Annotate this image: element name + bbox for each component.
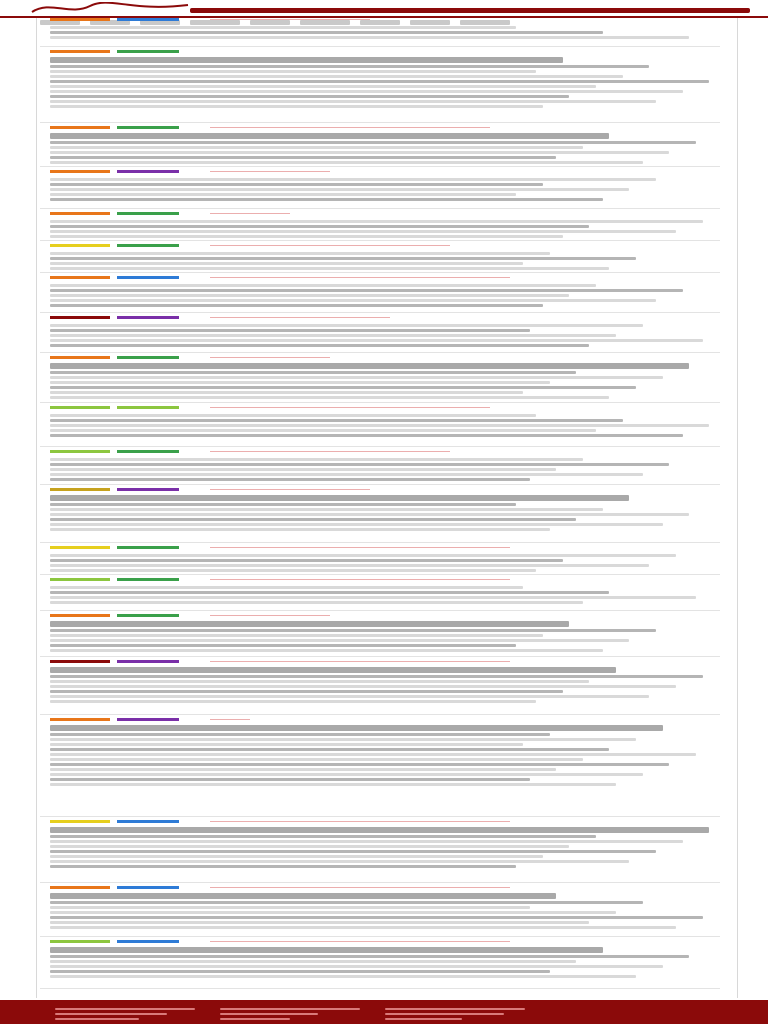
text-line	[50, 763, 669, 766]
text-line	[50, 901, 643, 904]
text-line	[50, 329, 530, 332]
entry-text-block	[50, 552, 716, 574]
entry-divider	[210, 451, 450, 452]
text-line	[50, 965, 663, 968]
list-item[interactable]	[40, 212, 730, 242]
list-item[interactable]	[40, 316, 730, 354]
text-line	[50, 855, 543, 858]
text-line	[50, 921, 589, 924]
list-item[interactable]	[40, 940, 730, 990]
entry-separator	[40, 882, 720, 883]
category-tag[interactable]	[50, 50, 110, 53]
entry-separator	[40, 446, 720, 447]
text-line	[50, 513, 689, 516]
entry-separator	[40, 542, 720, 543]
text-line	[50, 193, 516, 196]
category-tag[interactable]	[117, 18, 179, 21]
entry-divider	[210, 887, 510, 888]
text-line	[50, 778, 530, 781]
text-line	[50, 773, 643, 776]
text-line	[50, 65, 649, 68]
text-line	[50, 429, 596, 432]
text-line	[50, 738, 636, 741]
text-line	[50, 100, 656, 103]
list-item[interactable]	[40, 450, 730, 486]
entry-divider	[210, 489, 370, 490]
text-line	[50, 840, 683, 843]
text-line	[50, 850, 656, 853]
list-item[interactable]	[40, 578, 730, 612]
text-line	[50, 26, 516, 29]
entry-divider	[210, 615, 330, 616]
category-tag[interactable]	[117, 244, 179, 247]
text-line	[50, 758, 583, 761]
text-line	[50, 639, 629, 642]
text-line	[50, 955, 689, 958]
text-line	[50, 262, 523, 265]
list-item[interactable]	[40, 406, 730, 448]
text-line	[50, 371, 576, 374]
entry-text-block	[50, 584, 716, 606]
entry-divider	[210, 357, 330, 358]
text-line	[50, 743, 523, 746]
text-line	[50, 753, 696, 756]
text-line	[50, 473, 643, 476]
text-line	[50, 344, 589, 347]
text-line	[50, 188, 629, 191]
text-line	[50, 161, 643, 164]
text-line	[50, 257, 636, 260]
text-line	[50, 478, 530, 481]
list-item[interactable]	[40, 126, 730, 168]
text-line	[50, 685, 676, 688]
text-line	[50, 324, 643, 327]
text-line	[50, 644, 516, 647]
entry-text-block	[50, 456, 716, 483]
text-line	[50, 468, 556, 471]
entry-separator	[40, 352, 720, 353]
category-tag[interactable]	[50, 718, 110, 721]
text-line	[50, 289, 683, 292]
entry-divider	[210, 821, 510, 822]
entry-divider	[210, 719, 250, 720]
text-line	[50, 621, 569, 627]
text-line	[50, 363, 689, 369]
list-item[interactable]	[40, 614, 730, 658]
entry-text-block	[50, 250, 716, 272]
text-line	[50, 70, 536, 73]
category-tag[interactable]	[117, 356, 179, 359]
category-tag[interactable]	[117, 546, 179, 549]
text-line	[50, 528, 550, 531]
text-line	[50, 601, 583, 604]
text-line	[50, 220, 703, 223]
entry-separator	[40, 312, 720, 313]
category-tag[interactable]	[117, 50, 179, 53]
list-item[interactable]	[40, 718, 730, 818]
category-tag[interactable]	[117, 820, 179, 823]
category-tag[interactable]	[117, 450, 179, 453]
text-line	[50, 57, 563, 63]
text-line	[50, 783, 616, 786]
entry-text-block	[50, 56, 716, 110]
text-line	[50, 906, 530, 909]
text-line	[50, 827, 709, 833]
text-line	[50, 523, 663, 526]
text-line	[50, 267, 609, 270]
text-line	[50, 725, 663, 731]
text-line	[50, 586, 523, 589]
text-line	[50, 146, 583, 149]
text-line	[50, 419, 623, 422]
entry-text-block	[50, 826, 716, 870]
entry-text-block	[50, 724, 716, 788]
text-line	[50, 960, 576, 963]
text-line	[50, 235, 563, 238]
text-line	[50, 31, 603, 34]
text-line	[50, 225, 589, 228]
text-line	[50, 252, 550, 255]
text-line	[50, 414, 536, 417]
category-tag[interactable]	[50, 488, 110, 491]
text-line	[50, 508, 603, 511]
entry-text-block	[50, 946, 716, 980]
entry-text-block	[50, 322, 716, 349]
category-tag[interactable]	[50, 614, 110, 617]
text-line	[50, 95, 569, 98]
category-tag[interactable]	[117, 126, 179, 129]
text-line	[50, 845, 569, 848]
category-tag[interactable]	[117, 276, 179, 279]
entry-divider	[210, 127, 490, 128]
entry-list	[40, 0, 730, 1000]
category-tag[interactable]	[117, 614, 179, 617]
text-line	[50, 835, 596, 838]
entry-text-block	[50, 412, 716, 439]
entry-separator	[40, 610, 720, 611]
text-line	[50, 463, 669, 466]
entry-divider	[210, 661, 510, 662]
entry-text-block	[50, 176, 716, 203]
text-line	[50, 105, 543, 108]
entry-separator	[40, 122, 720, 123]
category-tag[interactable]	[50, 18, 110, 21]
text-line	[50, 75, 623, 78]
footer-column	[220, 1005, 360, 1023]
text-line	[50, 970, 550, 973]
text-line	[50, 559, 563, 562]
text-line	[50, 629, 656, 632]
text-line	[50, 768, 556, 771]
text-line	[50, 156, 556, 159]
category-tag[interactable]	[50, 406, 110, 409]
text-line	[50, 299, 656, 302]
category-tag[interactable]	[50, 126, 110, 129]
entry-divider	[210, 941, 510, 942]
entry-divider	[210, 171, 330, 172]
footer-column	[385, 1005, 525, 1023]
text-line	[50, 80, 709, 83]
entry-divider	[210, 317, 390, 318]
category-tag[interactable]	[117, 170, 179, 173]
text-line	[50, 911, 616, 914]
text-line	[50, 391, 523, 394]
text-line	[50, 85, 596, 88]
category-tag[interactable]	[50, 820, 110, 823]
category-tag[interactable]	[117, 316, 179, 319]
entry-text-block	[50, 620, 716, 654]
list-item[interactable]	[40, 546, 730, 576]
text-line	[50, 381, 550, 384]
text-line	[50, 334, 616, 337]
text-line	[50, 151, 669, 154]
entry-separator	[40, 714, 720, 715]
text-line	[50, 667, 616, 673]
text-line	[50, 860, 629, 863]
text-line	[50, 916, 703, 919]
entry-text-block	[50, 892, 716, 931]
text-line	[50, 733, 550, 736]
text-line	[50, 304, 543, 307]
list-item[interactable]	[40, 244, 730, 274]
text-line	[50, 518, 576, 521]
entry-separator	[40, 574, 720, 575]
entry-divider	[210, 19, 370, 20]
category-tag[interactable]	[50, 546, 110, 549]
list-item[interactable]	[40, 50, 730, 124]
text-line	[50, 386, 636, 389]
entry-text-block	[50, 494, 716, 533]
entry-separator	[40, 988, 720, 989]
category-tag[interactable]	[117, 212, 179, 215]
entry-text-block	[50, 282, 716, 309]
category-tag[interactable]	[50, 244, 110, 247]
list-item[interactable]	[40, 356, 730, 404]
entry-text-block	[50, 132, 716, 166]
category-tag[interactable]	[50, 578, 110, 581]
list-item[interactable]	[40, 18, 730, 48]
text-line	[50, 141, 696, 144]
category-tag[interactable]	[50, 316, 110, 319]
entry-separator	[40, 402, 720, 403]
category-tag[interactable]	[50, 886, 110, 889]
text-line	[50, 183, 543, 186]
entry-divider	[210, 245, 450, 246]
text-line	[50, 339, 703, 342]
category-tag[interactable]	[50, 212, 110, 215]
entry-separator	[40, 208, 720, 209]
text-line	[50, 564, 649, 567]
category-tag[interactable]	[117, 718, 179, 721]
text-line	[50, 975, 636, 978]
text-line	[50, 649, 603, 652]
list-item[interactable]	[40, 820, 730, 884]
text-line	[50, 36, 689, 39]
text-line	[50, 230, 676, 233]
text-line	[50, 424, 709, 427]
text-line	[50, 596, 696, 599]
text-line	[50, 865, 516, 868]
entry-separator	[40, 46, 720, 47]
text-line	[50, 893, 556, 899]
entry-text-block	[50, 362, 716, 401]
text-line	[50, 396, 609, 399]
text-line	[50, 178, 656, 181]
category-tag[interactable]	[50, 356, 110, 359]
category-tag[interactable]	[117, 940, 179, 943]
text-line	[50, 675, 703, 678]
category-tag[interactable]	[117, 488, 179, 491]
text-line	[50, 90, 683, 93]
entry-separator	[40, 240, 720, 241]
list-item[interactable]	[40, 660, 730, 716]
category-tag[interactable]	[117, 406, 179, 409]
text-line	[50, 926, 676, 929]
category-tag[interactable]	[50, 170, 110, 173]
text-line	[50, 434, 683, 437]
entry-divider	[210, 277, 510, 278]
entry-divider	[210, 579, 510, 580]
list-item[interactable]	[40, 886, 730, 938]
site-footer	[0, 1000, 768, 1024]
text-line	[50, 947, 603, 953]
text-line	[50, 198, 603, 201]
entry-divider	[210, 547, 510, 548]
list-item[interactable]	[40, 170, 730, 210]
category-tag[interactable]	[117, 660, 179, 663]
category-tag[interactable]	[50, 940, 110, 943]
entry-separator	[40, 272, 720, 273]
text-line	[50, 284, 596, 287]
category-tag[interactable]	[50, 276, 110, 279]
text-line	[50, 503, 516, 506]
text-line	[50, 680, 589, 683]
list-item[interactable]	[40, 488, 730, 544]
text-line	[50, 294, 569, 297]
entry-separator	[40, 166, 720, 167]
text-line	[50, 748, 609, 751]
text-line	[50, 695, 649, 698]
entry-separator	[40, 936, 720, 937]
entry-divider	[210, 407, 490, 408]
list-item[interactable]	[40, 276, 730, 314]
text-line	[50, 133, 609, 139]
text-line	[50, 700, 536, 703]
text-line	[50, 591, 609, 594]
entry-text-block	[50, 24, 716, 41]
entry-separator	[40, 484, 720, 485]
category-tag[interactable]	[50, 660, 110, 663]
text-line	[50, 690, 563, 693]
text-line	[50, 569, 536, 572]
category-tag[interactable]	[117, 886, 179, 889]
entry-text-block	[50, 218, 716, 240]
text-line	[50, 554, 676, 557]
text-line	[50, 458, 583, 461]
category-tag[interactable]	[117, 578, 179, 581]
footer-column	[55, 1005, 195, 1023]
entry-divider	[210, 213, 290, 214]
category-tag[interactable]	[50, 450, 110, 453]
text-line	[50, 376, 663, 379]
entry-separator	[40, 656, 720, 657]
text-line	[50, 634, 543, 637]
entry-separator	[40, 816, 720, 817]
text-line	[50, 495, 629, 501]
entry-text-block	[50, 666, 716, 705]
